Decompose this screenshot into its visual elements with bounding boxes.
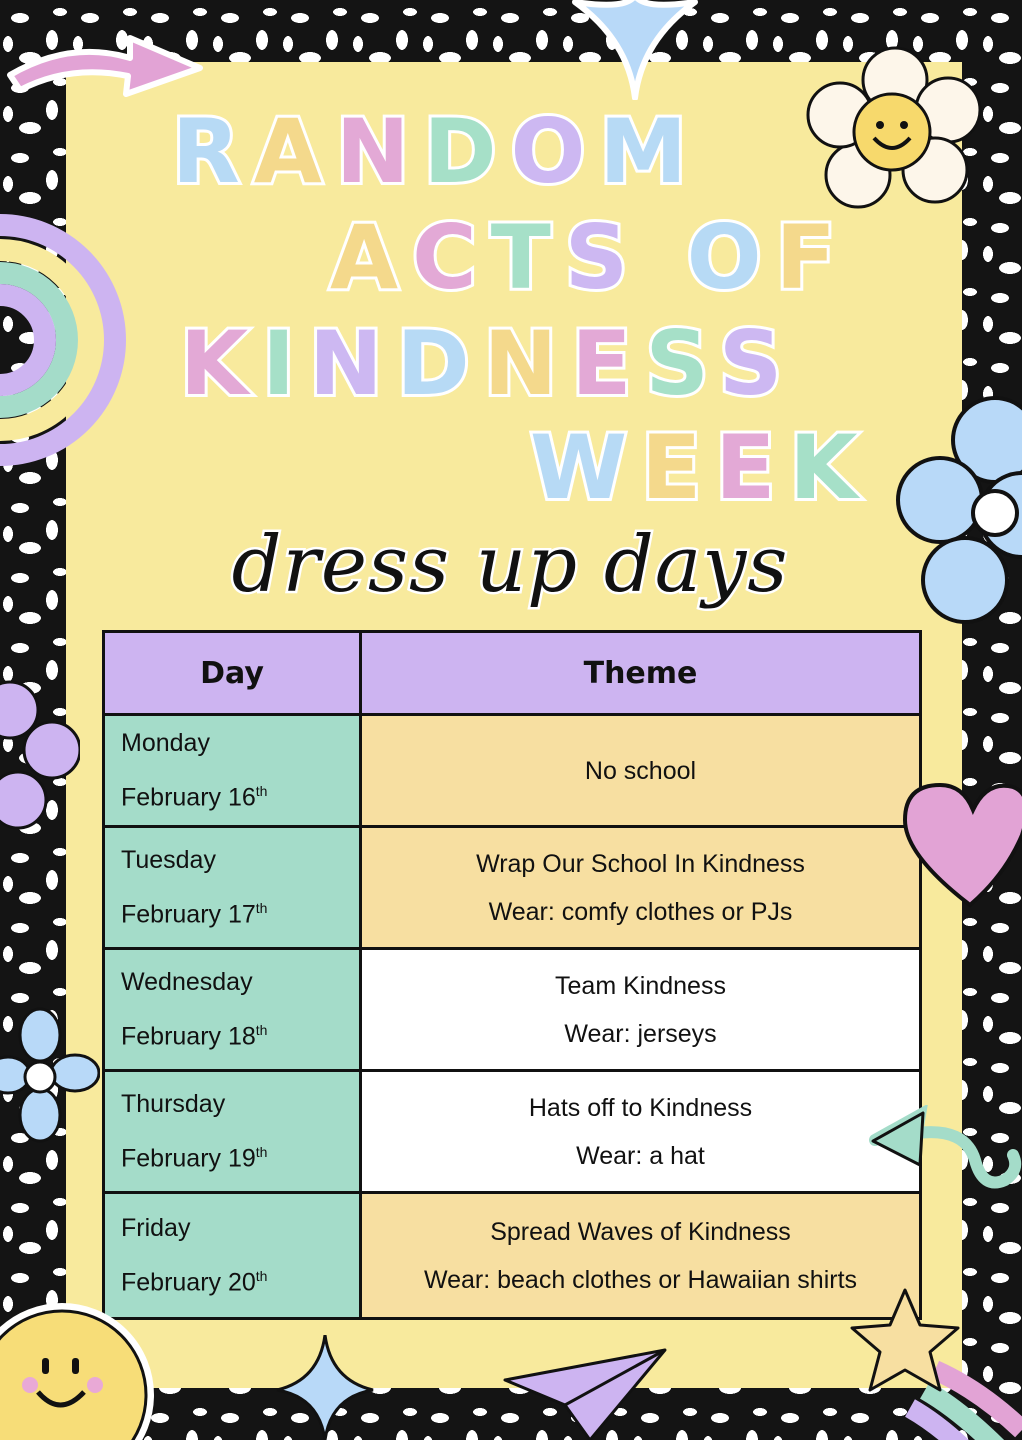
- theme-cell: [361, 715, 921, 827]
- title-letter: R: [172, 100, 254, 203]
- day-date-text: February 19: [121, 1144, 256, 1173]
- day-cell: [104, 949, 361, 1071]
- title-letter: F: [775, 206, 850, 309]
- title-letter: A: [253, 100, 336, 203]
- arrow-icon: [0, 20, 210, 100]
- theme-cell: [361, 827, 921, 949]
- theme-cell: [361, 949, 921, 1071]
- table-header-row: [104, 632, 921, 715]
- day-date-text: February 18: [121, 1022, 256, 1051]
- title-letter: E: [571, 312, 646, 415]
- table-row: [104, 949, 921, 1071]
- title-letter: O: [510, 100, 600, 203]
- table-row: [104, 1071, 921, 1193]
- day-date-text: February 17: [121, 900, 256, 929]
- title-letter: D: [423, 100, 511, 203]
- title-letter: O: [686, 206, 776, 309]
- title-line-acts-of: [330, 206, 850, 309]
- theme-title: No school: [584, 756, 697, 785]
- title-letter: [642, 206, 687, 309]
- title-line-kindness: [180, 312, 796, 415]
- theme-cell: [361, 1193, 921, 1319]
- theme-cell: [361, 1071, 921, 1193]
- sparkle-icon: [570, 0, 700, 100]
- table-row: [104, 715, 921, 827]
- theme-title: Hats off to Kindness: [528, 1093, 753, 1122]
- day-name: Monday: [121, 729, 210, 758]
- blue-flower-icon: [895, 395, 1022, 645]
- title-letter: N: [335, 100, 424, 203]
- day-date-text: February 20: [121, 1268, 256, 1297]
- theme-wear: Wear: beach clothes or Hawaiian shirts: [423, 1265, 858, 1294]
- theme-title: Spread Waves of Kindness: [490, 1217, 791, 1246]
- day-date-suffix: th: [255, 1268, 268, 1285]
- title-letter: D: [396, 312, 484, 415]
- title-letter: E: [641, 416, 716, 519]
- table-row: [104, 1193, 921, 1319]
- day-name: Thursday: [121, 1090, 226, 1119]
- smiley-face-icon: [0, 1300, 160, 1440]
- title-letter: W: [530, 416, 642, 519]
- day-name: Tuesday: [121, 846, 216, 875]
- dress-up-schedule-table: [102, 630, 922, 1320]
- title-letter: N: [483, 312, 572, 415]
- title-letter: K: [789, 416, 872, 519]
- day-date-text: February 16: [121, 783, 256, 812]
- title-letter: M: [599, 100, 701, 203]
- day-date-suffix: th: [255, 1022, 268, 1039]
- sparkle-icon: [275, 1335, 375, 1440]
- header-day: Day: [104, 632, 361, 715]
- title-line-random: [172, 100, 701, 203]
- theme-wear: Wear: jerseys: [564, 1019, 717, 1048]
- title-letter: T: [490, 206, 565, 309]
- title-letter: I: [262, 312, 309, 415]
- curly-arrow-icon: [865, 1105, 1022, 1205]
- day-date-suffix: th: [255, 783, 268, 800]
- day-date: [121, 1128, 359, 1182]
- heart-icon: [895, 775, 1022, 915]
- day-cell: [104, 1071, 361, 1193]
- day-cell: [104, 715, 361, 827]
- title-letter: C: [412, 206, 491, 309]
- title-letter: S: [564, 206, 643, 309]
- title-line-week: [530, 416, 872, 519]
- day-date: [121, 1252, 359, 1306]
- day-name: Friday: [121, 1214, 191, 1243]
- title-letter: N: [308, 312, 397, 415]
- day-name: Wednesday: [121, 968, 253, 997]
- table-row: [104, 827, 921, 949]
- subtitle-dress-up-days: dress up days: [231, 520, 789, 610]
- smiley-flower-icon: [800, 40, 990, 220]
- paper-plane-icon: [500, 1345, 670, 1440]
- theme-title: Team Kindness: [555, 971, 726, 1000]
- theme-wear: Wear: comfy clothes or PJs: [488, 897, 793, 926]
- title-letter: S: [645, 312, 719, 415]
- theme-wear: Wear: a hat: [576, 1141, 705, 1170]
- purple-flower-icon: [0, 680, 80, 840]
- day-date-suffix: th: [255, 900, 268, 917]
- day-date: [121, 884, 359, 938]
- small-blue-flower-icon: [0, 1005, 100, 1145]
- title-letter: E: [715, 416, 790, 519]
- rainbow-icon: [0, 205, 130, 475]
- header-theme: Theme: [361, 632, 921, 715]
- day-date: [121, 1006, 359, 1060]
- theme-title: Wrap Our School In Kindness: [476, 849, 805, 878]
- title-letter: A: [330, 206, 413, 309]
- day-cell: [104, 827, 361, 949]
- shooting-star-icon: [840, 1280, 1022, 1440]
- day-date: [121, 767, 359, 821]
- title-letter: K: [180, 312, 263, 415]
- title-letter: S: [718, 312, 797, 415]
- day-date-suffix: th: [255, 1144, 268, 1161]
